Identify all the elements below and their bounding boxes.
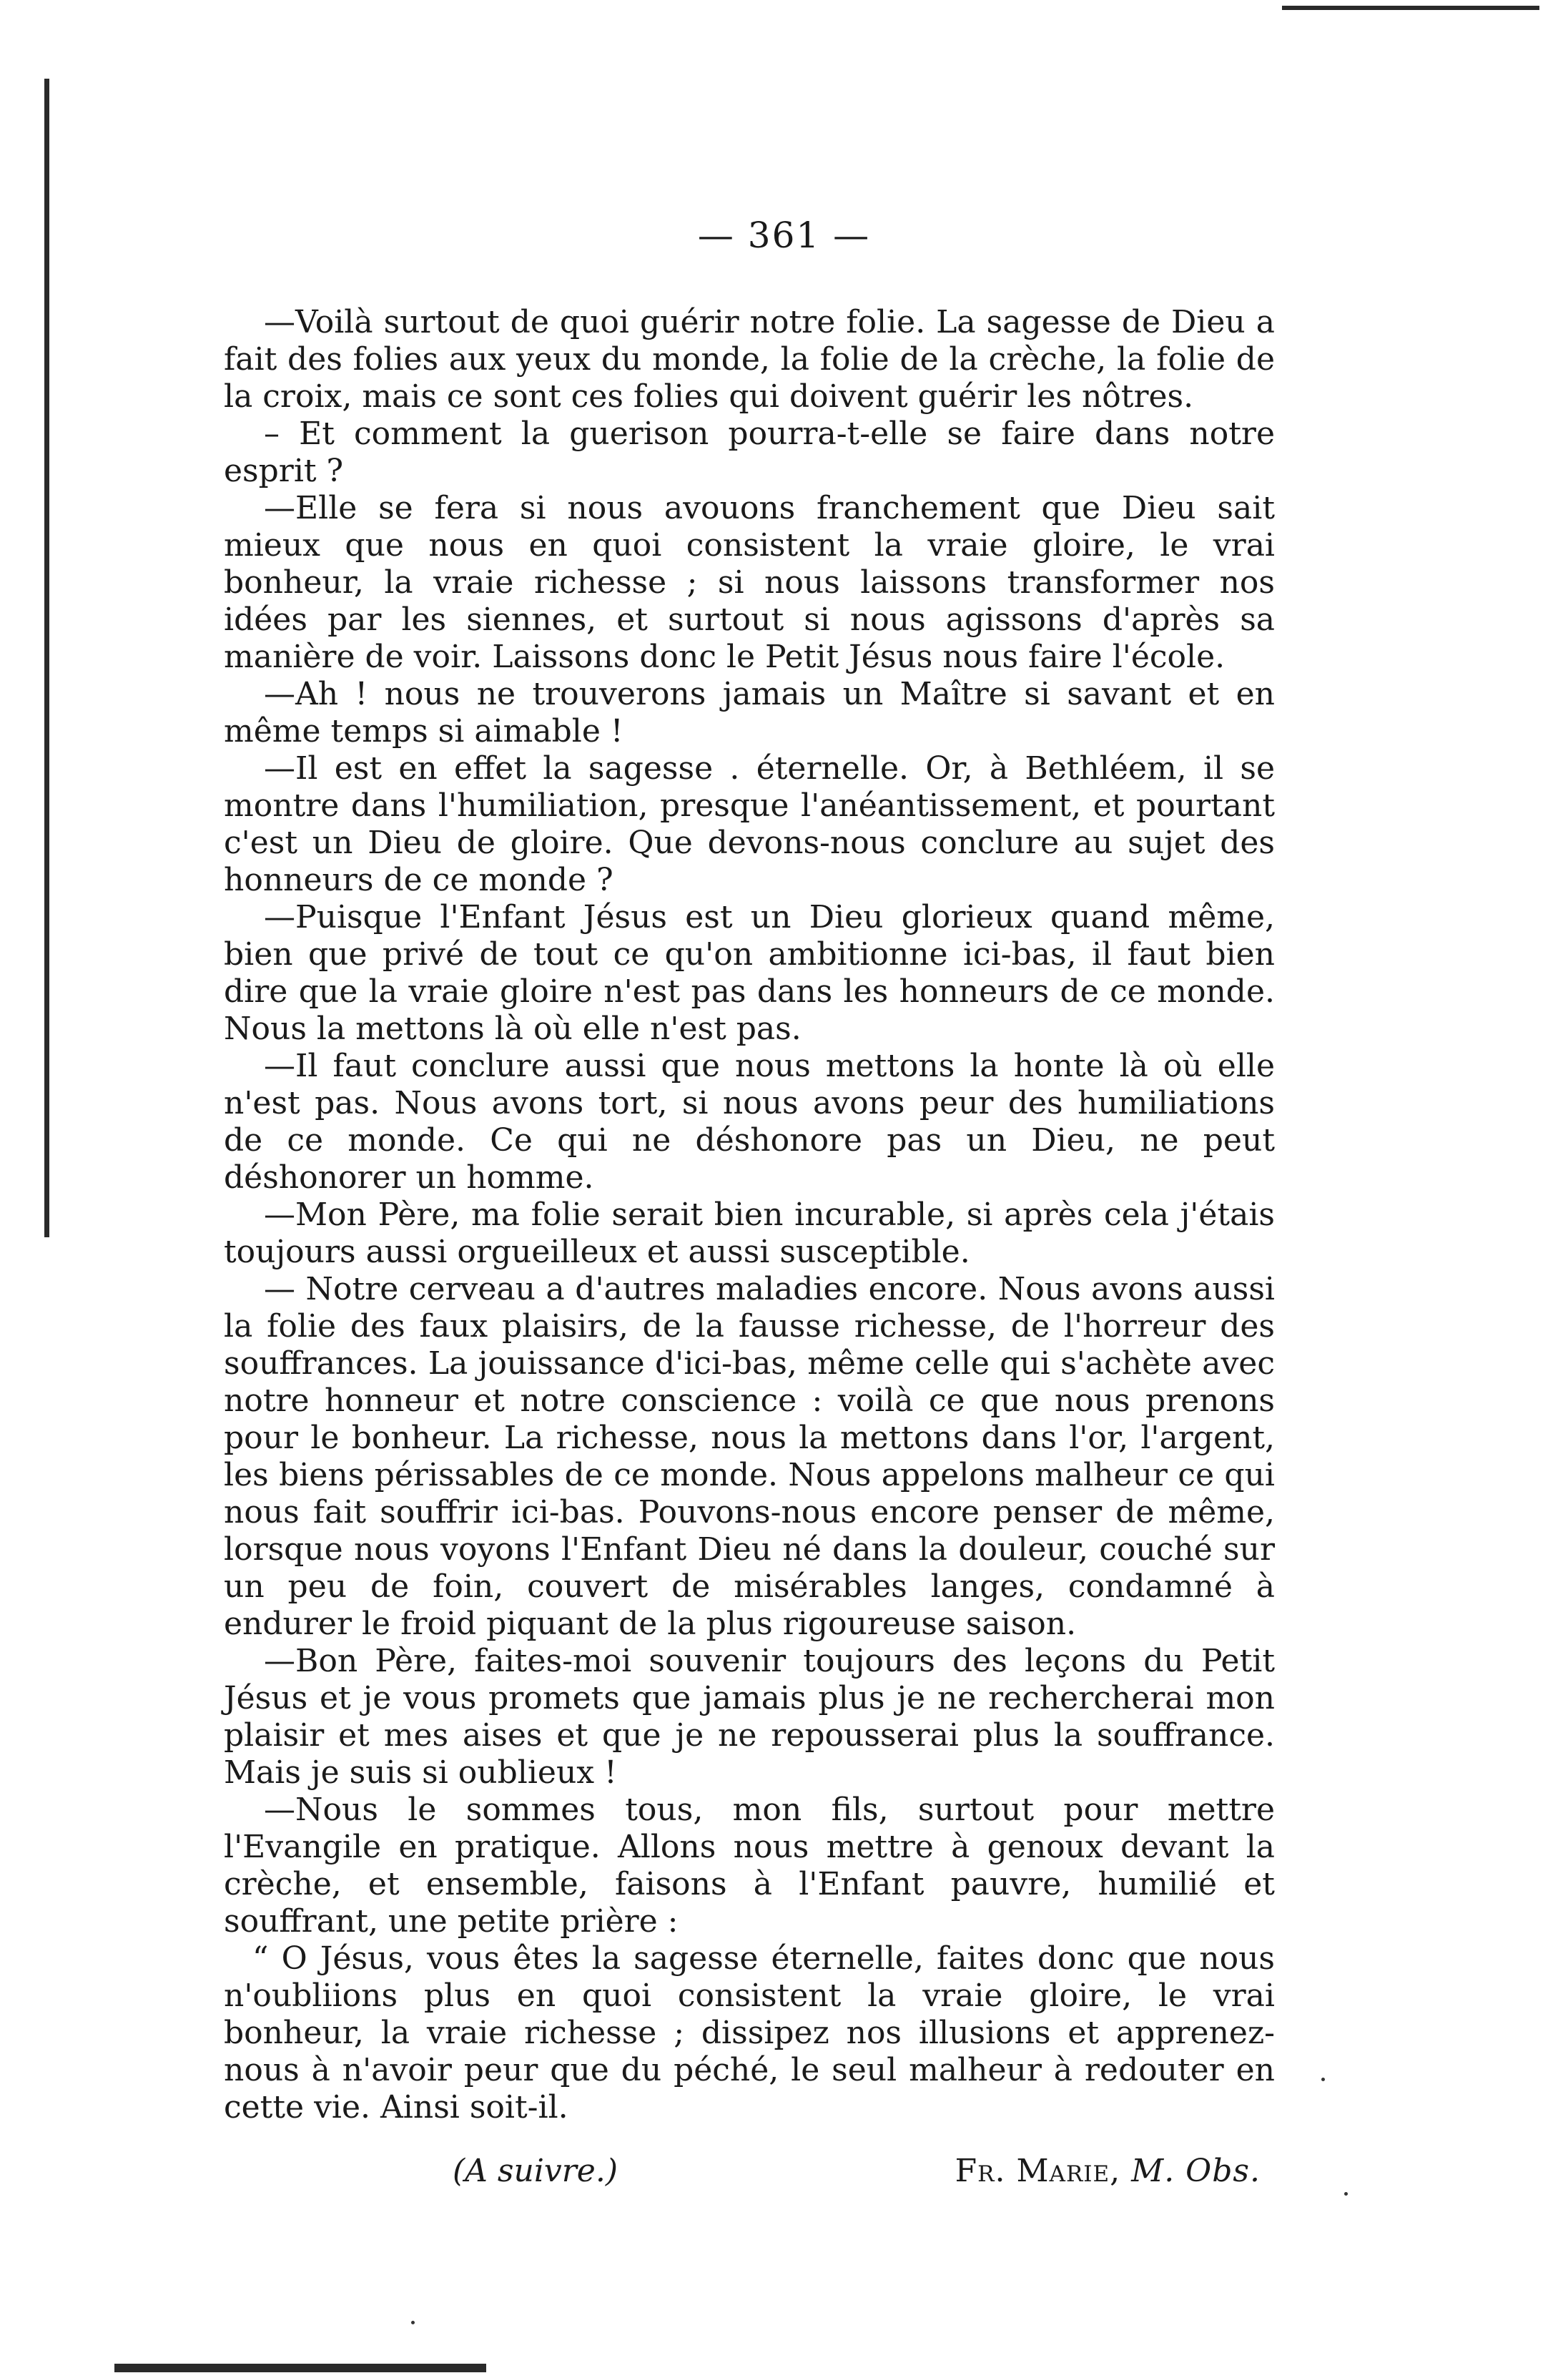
scan-speck — [1321, 2078, 1325, 2081]
scan-speck — [1344, 2192, 1348, 2196]
paragraph: —Bon Père, faites-moi souvenir toujours des leçons du Petit Jésus et je vous promets que jamais plus je ne rechercherai mon plaisir et mes aises et que je ne repousserai plus la souffrance. Mais je suis si oublieux ! — [224, 1643, 1275, 1791]
paragraph: —Voilà surtout de quoi guérir notre folie. La sagesse de Dieu a fait des folies aux yeux du monde, la folie de la crèche, la folie de la croix, mais ce sont ces folies qui doivent guérir les nôtres. — [224, 304, 1275, 415]
paragraph: —Il faut conclure aussi que nous mettons la honte là où elle n'est pas. Nous avons tort, si nous avons peur des humiliations de ce monde. Ce qui ne déshonore pas un Dieu, ne peut déshonorer un homme. — [224, 1048, 1275, 1196]
author-order: M. Obs. — [1131, 2153, 1261, 2189]
paragraph: —Nous le sommes tous, mon fils, surtout pour mettre l'Evangile en pratique. Allons nous mettre à genoux devant la crèche, et ensemble, faisons à l'Enfant pauvre, humilié et souffrant, une petite prière : — [224, 1792, 1275, 1940]
scan-speck — [411, 2321, 415, 2324]
paragraph: —Ah ! nous ne trouverons jamais un Maître si savant et en même temps si aimable ! — [224, 676, 1275, 750]
signature-line — [224, 2153, 1275, 2196]
prayer-paragraph: “ O Jésus, vous êtes la sagesse éternelle, faites donc que nous n'oubliions plus en quoi consistent la vraie gloire, le vrai bonheur, la vraie richesse ; dissipez nos illusions et apprenez-nous à n'avoir peur que du péché, le seul malheur à redouter en cette vie. Ainsi soit-il. — [224, 1940, 1275, 2126]
paragraph: —Mon Père, ma folie serait bien incurable, si après cela j'étais toujours aussi orgueilleux et aussi susceptible. — [224, 1197, 1275, 1270]
body-text — [224, 304, 1275, 2126]
paragraph: — Notre cerveau a d'autres maladies encore. Nous avons aussi la folie des faux plaisirs, de la fausse richesse, de l'horreur des souffrances. La jouissance d'ici-bas, même celle qui s'achète avec notre honneur et notre conscience : voilà ce que nous prenons pour le bonheur. La richesse, nous la mettons dans l'or, l'argent, les biens périssables de ce monde. Nous appelons malheur ce qui nous fait souffrir ici-bas. Pouvons-nous encore penser de même, lorsque nous voyons l'Enfant Dieu né dans la douleur, couché sur un peu de foin, couvert de misérables langes, condamné à endurer le froid piquant de la plus rigoureuse saison. — [224, 1271, 1275, 1642]
author-signature — [955, 2153, 1261, 2189]
paragraph: – Et comment la guerison pourra-t-elle se faire dans notre esprit ? — [224, 416, 1275, 489]
scan-edge-bottom — [114, 2364, 486, 2372]
page-number: — 361 — — [697, 215, 871, 256]
author-name: Fr. Marie, — [955, 2153, 1121, 2189]
paragraph: —Elle se fera si nous avouons franchement que Dieu sait mieux que nous en quoi consistent la vraie gloire, le vrai bonheur, la vraie richesse ; si nous laissons transformer nos idées par les siennes, et surtout si nous agissons d'après sa manière de voir. Laissons donc le Petit Jésus nous faire l'école. — [224, 490, 1275, 675]
paragraph: —Puisque l'Enfant Jésus est un Dieu glorieux quand même, bien que privé de tout ce qu'on ambitionne ici-bas, il faut bien dire que la vraie gloire n'est pas dans les honneurs de ce monde. Nous la mettons là où elle n'est pas. — [224, 899, 1275, 1047]
scan-edge-top — [1282, 6, 1539, 10]
to-follow-note: (A suivre.) — [453, 2153, 618, 2189]
paragraph: —Il est en effet la sagesse . éternelle. Or, à Bethléem, il se montre dans l'humiliation, presque l'anéantissement, et pourtant c'est un Dieu de gloire. Que devons-nous conclure au sujet des honneurs de ce monde ? — [224, 750, 1275, 898]
